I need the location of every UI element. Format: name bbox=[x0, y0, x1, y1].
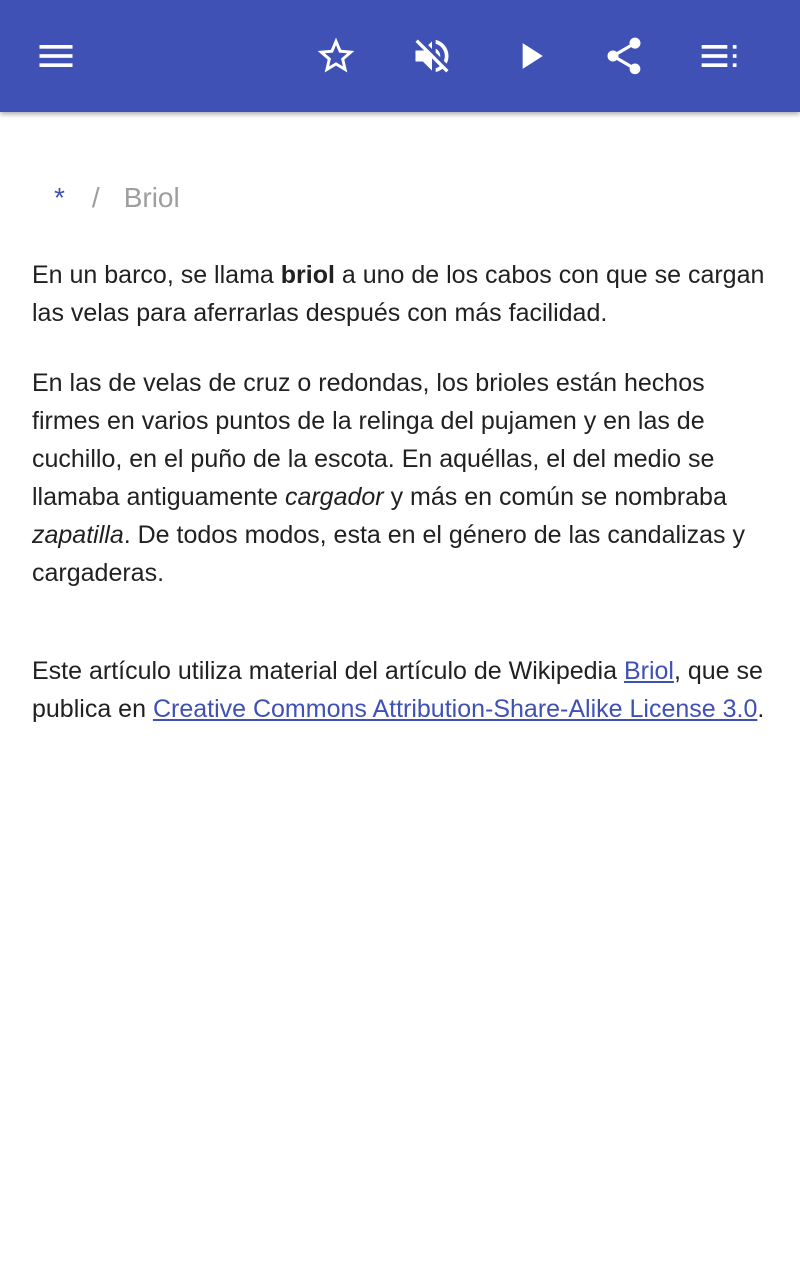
term-italic: cargador bbox=[284, 483, 384, 511]
share-button[interactable] bbox=[592, 24, 656, 88]
term-italic: zapatilla bbox=[32, 521, 124, 549]
contents-button[interactable] bbox=[688, 24, 752, 88]
license-link[interactable]: Creative Commons Attribution-Share-Alike License 3.0 bbox=[152, 695, 758, 723]
app-bar bbox=[0, 0, 800, 112]
star-outline-icon bbox=[314, 34, 358, 78]
text-span: En un barco, se llama bbox=[32, 261, 281, 289]
play-icon bbox=[508, 34, 552, 78]
text-span: . bbox=[757, 695, 765, 723]
attribution-paragraph bbox=[32, 652, 772, 728]
term-bold: briol bbox=[280, 261, 335, 289]
table-of-contents-icon bbox=[698, 34, 742, 78]
volume-off-icon bbox=[410, 34, 454, 78]
play-button[interactable] bbox=[498, 24, 562, 88]
text-span: Este artículo utiliza material del artículo de Wikipedia bbox=[32, 657, 624, 685]
text-span: a uno de los cabos con que se cargan las velas para aferrarlas después con más facilidad. bbox=[32, 261, 765, 327]
mute-button[interactable] bbox=[400, 24, 464, 88]
menu-button[interactable] bbox=[24, 24, 88, 88]
hamburger-menu-icon bbox=[34, 34, 78, 78]
wikipedia-article-link[interactable]: Briol bbox=[623, 657, 674, 685]
text-span: . De todos modos, esta en el género de las candalizas y cargaderas. bbox=[32, 521, 745, 587]
text-span: y más en común se nombraba bbox=[383, 483, 727, 511]
breadcrumb-home-link[interactable]: * bbox=[54, 182, 65, 213]
article-paragraph-1 bbox=[32, 256, 772, 332]
text-span: En las de velas de cruz o redondas, los brioles están hechos firmes en varios puntos de la relinga del pujamen y en las de cuchillo, en el puño de la escota. En aquéllas, el del medio se llamaba antiguamente bbox=[32, 369, 715, 511]
breadcrumb-separator: / bbox=[91, 182, 100, 213]
article-paragraph-2 bbox=[32, 364, 772, 592]
breadcrumb bbox=[54, 178, 180, 218]
share-icon bbox=[602, 34, 646, 78]
favorite-button[interactable] bbox=[304, 24, 368, 88]
article-body bbox=[32, 256, 772, 760]
text-span: , que se publica en bbox=[32, 657, 763, 723]
breadcrumb-current: Briol bbox=[123, 182, 180, 213]
